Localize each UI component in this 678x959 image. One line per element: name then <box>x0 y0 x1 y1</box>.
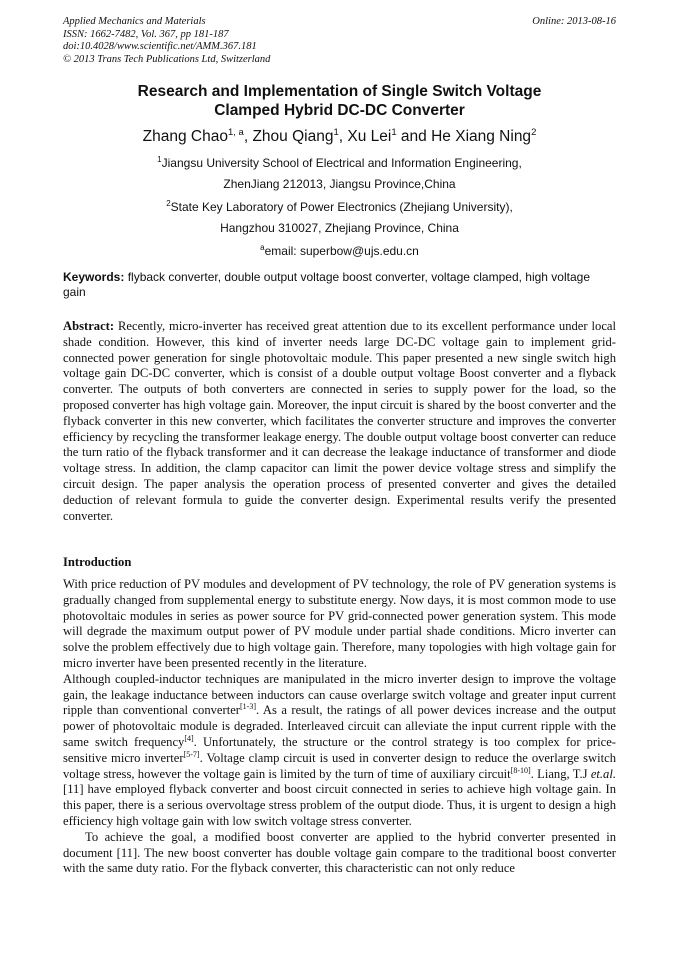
author-4-affil: 2 <box>531 127 537 138</box>
citation-1-3[interactable]: [1-3] <box>240 702 256 712</box>
journal-issn: ISSN: 1662-7482, Vol. 367, pp 181-187 <box>63 28 229 40</box>
author-4: He Xiang Ning <box>431 128 532 146</box>
p2-text-e: . Liang, T.J <box>530 766 591 781</box>
citation-8-10[interactable]: [8-10] <box>510 765 531 775</box>
p2-text-b: . As a result, the ratings of all power devices increase and the output power of photovoltaic module is degraded. Interleaved circuit can alleviate the input current ripple with the same switch frequency <box>63 703 616 749</box>
affiliations <box>63 150 616 262</box>
keywords-label: Keywords: <box>63 270 125 284</box>
abstract-label: Abstract: <box>63 319 115 333</box>
author-3: Xu Lei <box>347 128 392 146</box>
intro-paragraph-3: To achieve the goal, a modified boost converter are applied to the hybrid converter presented in document [11]. The new boost converter has double voltage gain compare to the traditional boost converter with the same duty ratio. For the flyback converter, this characteristic can not only reduce <box>63 829 616 876</box>
online-date: Online: 2013-08-16 <box>532 16 616 27</box>
p2-text-a: Although coupled-inductor techniques are manipulated in the micro inverter design to improve the voltage gain, the leakage inductance between inductors can cause overlarge switch voltage and greater input current ripple than conventional converter <box>63 671 616 718</box>
title-line-1: Research and Implementation of Single Switch Voltage <box>137 83 542 100</box>
keywords <box>63 270 616 299</box>
journal-copyright: © 2013 Trans Tech Publications Ltd, Switzerland <box>63 53 271 65</box>
affiliation-2-line-1 <box>63 194 616 218</box>
intro-paragraph-2 <box>63 672 616 830</box>
abstract <box>63 319 616 524</box>
abstract-text: Recently, micro-inverter has received great attention due to its excellent performance under local shade condition. However, this kind of inverter needs large DC-DC voltage gain to implement grid-connected power generation for single photovoltaic module. This paper presented a new single switch high voltage gain DC-DC converter, which is consist of a double output voltage Boost converter and a flyback converter. The outputs of both converters are connected in series to supply power for the load, so the proposed converter has high voltage gain. Moreover, the input circuit is shared by the boost converter and the flyback converter in this new converter, which facilitates the converter structure and improves the converter efficiency by recycling the transformer leakage energy. The double output voltage boost converter can reduce the turn ratio of the flyback transformer and it can decrease the leakage inductance of transformer and diode voltage stress. In addition, the clamp capacitor can limit the power device voltage stress and simplify the circuit design. The paper analysis the operation process of presented converter and gives the detailed deduction of relevant formula to guide the converter design. Experimental results verify the presented converter. <box>63 319 616 523</box>
paper-title <box>63 82 616 120</box>
affiliation-2-text: State Key Laboratory of Power Electronics (Zhejiang University), <box>170 200 513 215</box>
keywords-text: flyback converter, double output voltage boost converter, voltage clamped, high voltage gain <box>63 270 590 299</box>
email-line <box>63 238 616 262</box>
section-heading-introduction: Introduction <box>63 555 132 569</box>
title-line-2: Clamped Hybrid DC-DC Converter <box>214 102 465 119</box>
journal-header <box>63 16 616 66</box>
author-and: and <box>400 128 427 146</box>
author-1-affil: 1, a <box>227 127 244 138</box>
p2-text-c: . Unfortunately, the structure or the control strategy is too complex for price-sensitive micro inverter <box>63 734 616 765</box>
p2-text-f: [11] have employed flyback converter and boost circuit connected in series to achieve high voltage gain. In this paper, there is a serious overvoltage stress problem of the output diode. Thus, it is urgent to design a high efficiency high voltage gain with low switch voltage stress converter. <box>63 782 616 828</box>
author-1: Zhang Chao <box>142 128 228 146</box>
author-2-affil: 1 <box>333 127 339 138</box>
affiliation-2-line-2: Hangzhou 310027, Zhejiang Province, China <box>220 220 459 235</box>
email-marker: a <box>260 243 265 253</box>
affiliation-2-marker: 2 <box>166 199 171 209</box>
p2-text-d: . Voltage clamp circuit is used in converter design to reduce the overlarge switch voltage stress, however the voltage gain is limited by the turn of time of auxiliary circuit <box>63 750 616 781</box>
affiliation-1-text: Jiangsu University School of Electrical and Information Engineering, <box>161 156 522 170</box>
p2-etal: et.al. <box>590 766 616 781</box>
journal-name: Applied Mechanics and Materials <box>63 16 206 27</box>
citation-5-7[interactable]: [5-7] <box>183 749 200 759</box>
introduction-body <box>63 577 616 877</box>
author-3-affil: 1 <box>391 127 397 138</box>
affiliation-1-marker: 1 <box>157 155 162 164</box>
author-2: Zhou Qiang <box>252 128 334 146</box>
affiliation-1-line-2: ZhenJiang 212013, Jiangsu Province,China <box>223 176 456 191</box>
citation-4[interactable]: [4] <box>184 733 194 743</box>
journal-doi: doi:10.4028/www.scientific.net/AMM.367.181 <box>63 41 257 53</box>
intro-paragraph-1: With price reduction of PV modules and development of PV technology, the role of PV generation systems is gradually changed from supplemental energy to substitute energy. Now days, it is most common mode to use photovoltaic modules in series as power source for PV grid-connected power generation system. This mode will degrade the maximum output power of PV module under partial shade conditions. Micro inverter can solve the problem effectively due to high voltage gain. Therefore, many topologies with high voltage gain for micro inverter have been presented recently in the literature. <box>63 577 616 670</box>
affiliation-1-line-1 <box>63 150 616 174</box>
author-list: Zhang Chao$^{1, a}$, Zhou Qiang$^1$, Xu Lei$^1$ and He Xiang Ning$^2$ <box>142 127 537 146</box>
author-email[interactable]: email: superbow@ujs.edu.cn <box>264 244 419 259</box>
